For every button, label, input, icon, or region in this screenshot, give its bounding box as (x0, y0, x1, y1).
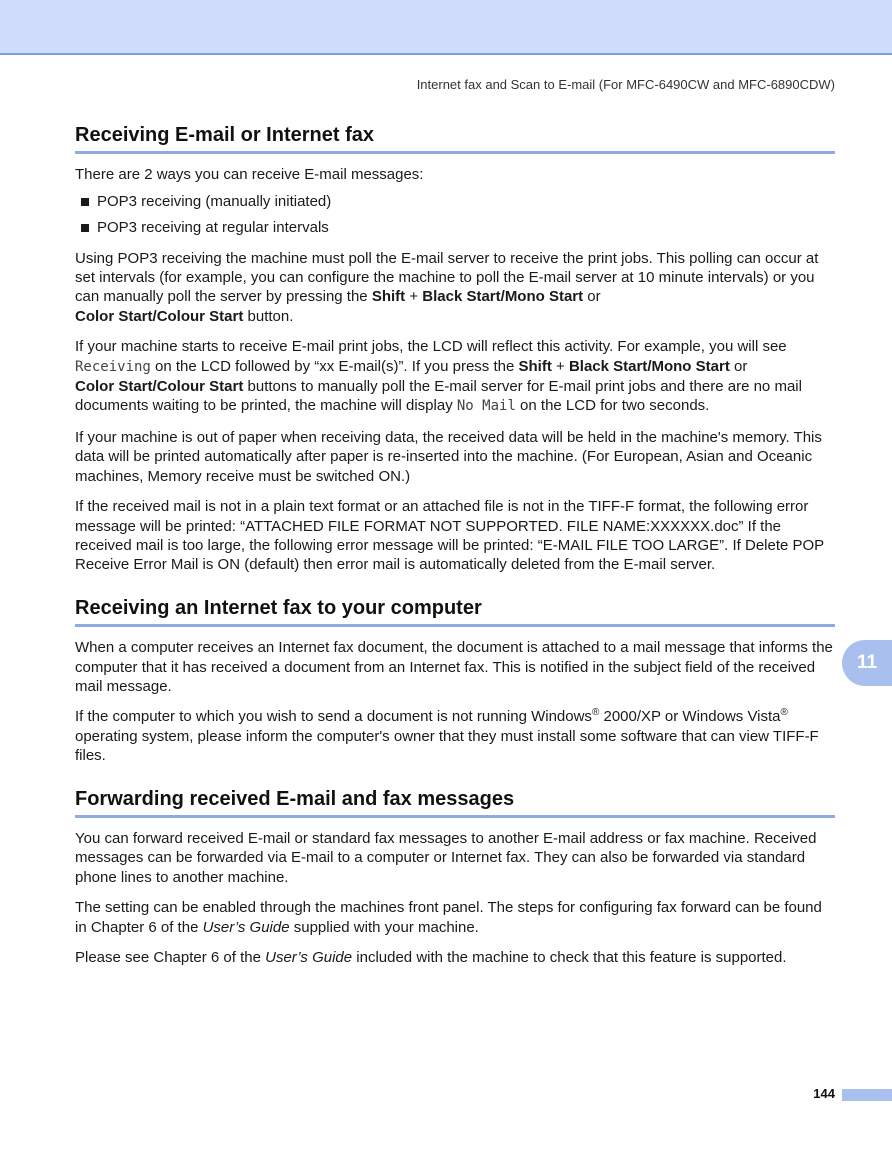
text: or (583, 288, 601, 306)
list-item (81, 218, 835, 237)
text: Please see Chapter 6 of the (75, 949, 266, 966)
shift-key-label: Shift (371, 288, 406, 306)
computer-receive-paragraph: When a computer receives an Internet fax document, the document is attached to a mail message that informs the computer that it has received a document from an Internet fax. This is notified in the subject field of the received mail message. (75, 639, 833, 695)
text: buttons to manually poll the E-mail server for E-mail print jobs and there are no mail documents waiting to be printed, the machine will display (75, 378, 802, 415)
square-bullet-icon (81, 224, 89, 232)
black-start-label: Black Start (422, 288, 501, 306)
mono-start-label: Mono Start (651, 357, 730, 375)
list-item-text: POP3 receiving at regular intervals (97, 219, 329, 237)
lcd-text-receiving: Receiving (75, 358, 151, 375)
users-guide-reference: User’s Guide (202, 918, 290, 936)
color-start-label: Color Start (75, 378, 153, 396)
intro-paragraph: There are 2 ways you can receive E-mail messages: (75, 166, 424, 184)
page-content (75, 126, 835, 967)
text: / (647, 357, 652, 375)
section-heading-receiving-email: Receiving E-mail or Internet fax (75, 126, 835, 154)
registered-mark: ® (780, 707, 788, 719)
error-message-paragraph: If the received mail is not in a plain text format or an attached file is not in the TIFF-F format, the following error message will be printed: “ATTACHED FILE FORMAT NOT SUPPORTED. FILE NAME:XXXXXX.doc” If the received mail is too large, the following error message will be printed: “E-MAIL FILE TOO LARGE”. If Delete POP Receive Error Mail is ON (default) then error mail is automatically deleted from the E-mail server. (75, 498, 824, 574)
text: included with the machine to check that this feature is supported. (352, 949, 787, 966)
text: If your machine starts to receive E-mail print jobs, the LCD will reflect this activity. For example, you will see (75, 338, 787, 356)
page-number-bar (842, 1089, 892, 1101)
users-guide-reference: User’s Guide (265, 949, 353, 966)
chapter-reference-paragraph (75, 948, 835, 967)
shift-key-label: Shift (518, 357, 552, 375)
chapter-tab: 11 (842, 640, 892, 686)
running-header: Internet fax and Scan to E-mail (For MFC-6490CW and MFC-6890CDW) (416, 77, 835, 92)
text: button. (243, 307, 294, 325)
lcd-text-no-mail: No Mail (456, 398, 516, 415)
list-item-text: POP3 receiving (manually initiated) (97, 192, 332, 210)
text: / (152, 307, 157, 325)
black-start-label: Black Start (568, 357, 648, 375)
text: + (405, 288, 423, 306)
text: + (551, 357, 569, 375)
mono-start-label: Mono Start (504, 288, 584, 306)
pop3-paragraph (75, 249, 835, 327)
text: 2000/XP or Windows Vista (599, 708, 781, 726)
square-bullet-icon (81, 198, 89, 206)
text: operating system, please inform the computer's owner that they must install some software that can view TIFF-F files. (75, 727, 819, 765)
page-number: 144 (813, 1086, 835, 1101)
text: The setting can be enabled through the machines front panel. The steps for configuring fax forward can be found in Chapter 6 of the (75, 899, 822, 936)
colour-start-label: Colour Start (156, 307, 244, 325)
colour-start-label: Colour Start (156, 378, 244, 396)
top-header-band (0, 0, 892, 55)
text: Using POP3 receiving the machine must poll the E-mail server to receive the print jobs. This polling can occur at set intervals (for example, you can configure the machine to poll the E-mail server at 10 minute intervals) or you can manually poll the server by pressing the (75, 249, 819, 306)
out-of-paper-paragraph: If your machine is out of paper when receiving data, the received data will be held in the machine's memory. This data will be printed automatically after paper is re-inserted into the machine. (For European, Asian and Oceanic machines, Memory receive must be switched ON.) (75, 428, 822, 485)
color-start-label: Color Start (75, 307, 153, 325)
text: If the computer to which you wish to send a document is not running Windows (75, 708, 592, 726)
text: or (729, 357, 748, 375)
text: on the LCD for two seconds. (515, 397, 710, 415)
windows-requirement-paragraph (75, 707, 835, 765)
text: / (152, 378, 157, 396)
text: / (500, 288, 505, 306)
list-item (81, 192, 835, 211)
front-panel-paragraph (75, 898, 835, 937)
text: supplied with your machine. (289, 918, 479, 936)
lcd-activity-paragraph (75, 337, 835, 417)
text: on the LCD followed by “xx E-mail(s)”. If you press the (150, 357, 519, 375)
section-heading-internet-fax-to-computer: Receiving an Internet fax to your computer (75, 599, 835, 627)
registered-mark: ® (591, 707, 600, 719)
forwarding-paragraph: You can forward received E-mail or standard fax messages to another E-mail address or fax machine. Received messages can be forwarded via E-mail to a computer or Internet fax. They can also be forwarded via standard phone lines to another machine. (75, 829, 817, 886)
section-heading-forwarding: Forwarding received E-mail and fax messages (75, 790, 835, 818)
